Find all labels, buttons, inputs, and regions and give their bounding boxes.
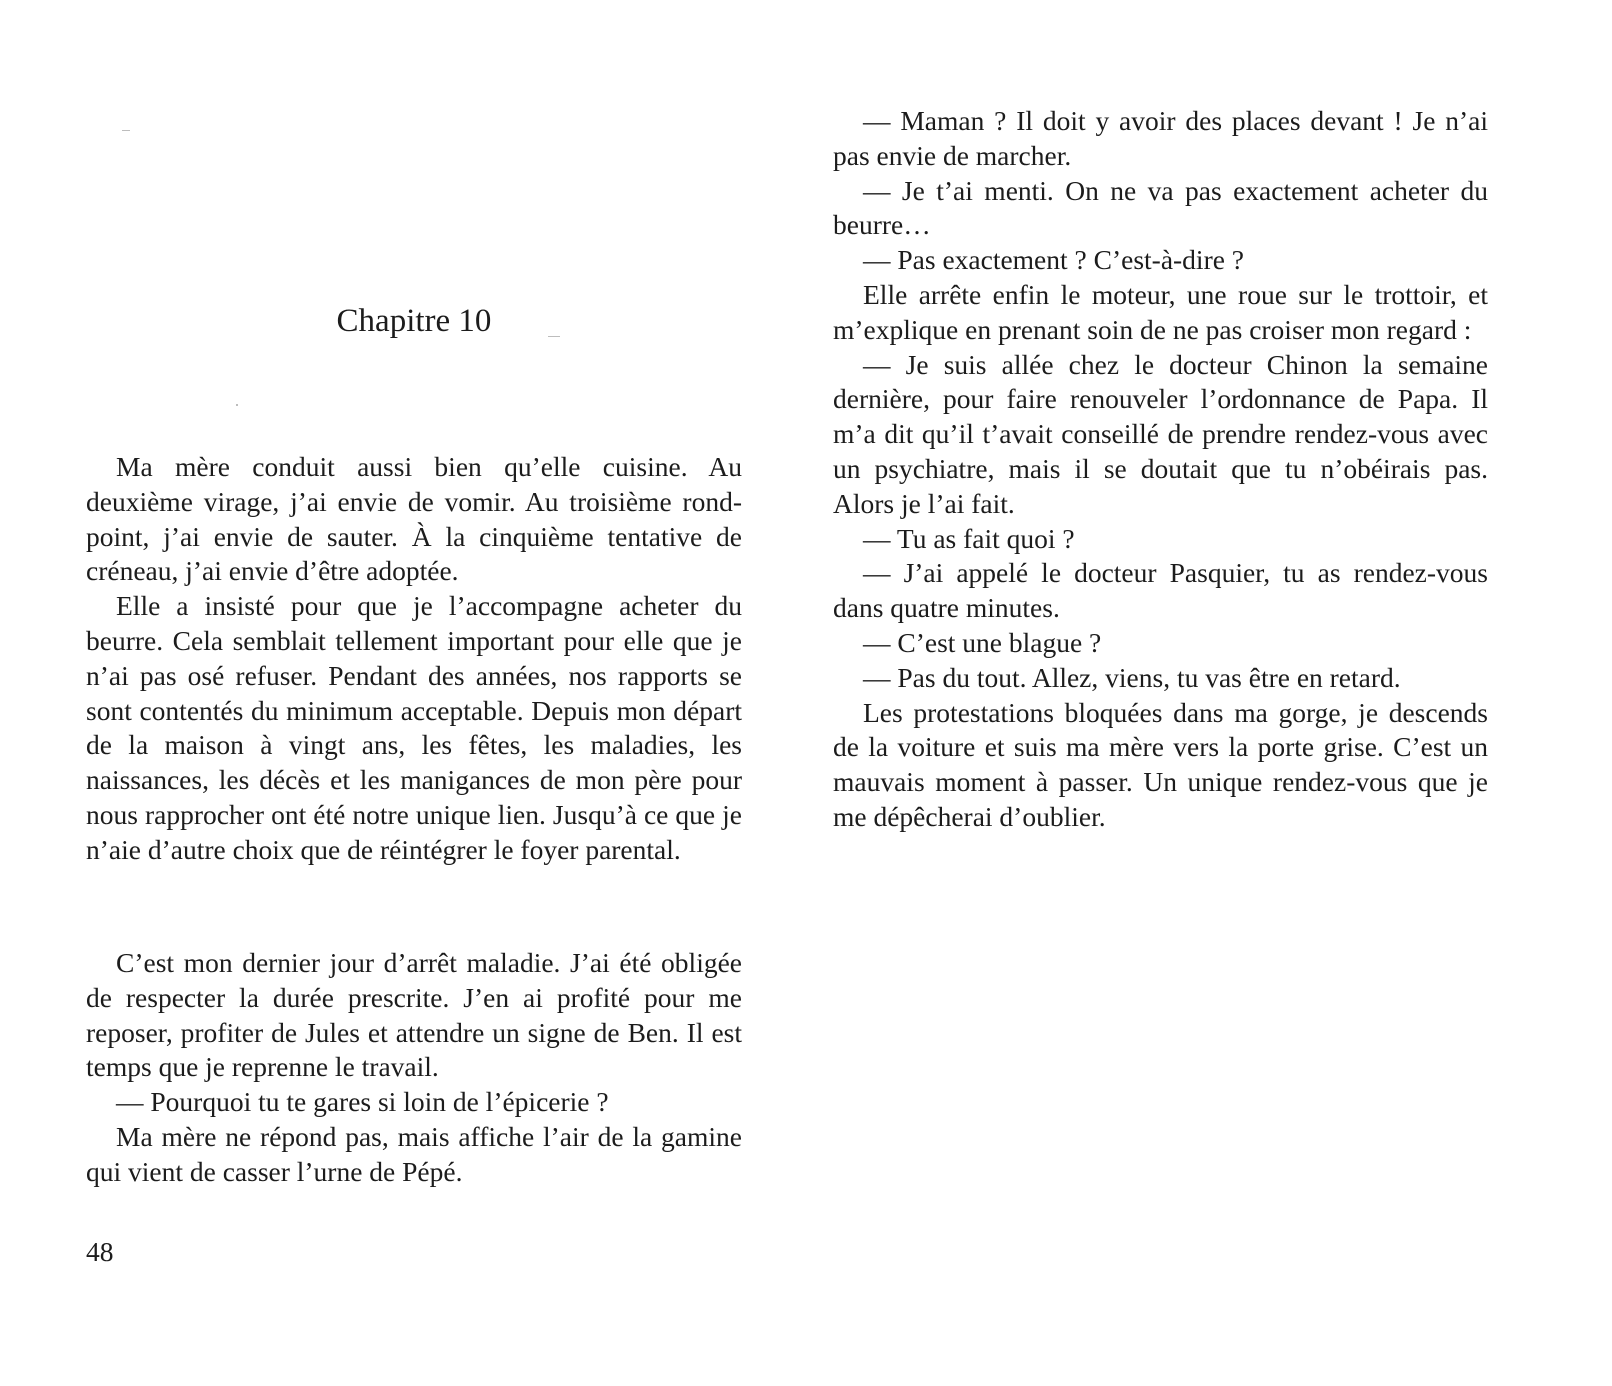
page-number: 48 — [86, 1236, 114, 1267]
scan-speck — [548, 336, 560, 337]
paragraph: Ma mère ne répond pas, mais affiche l’air de la gamine qui vient de casser l’urne de Pépé. — [86, 1120, 742, 1187]
paragraph: Elle a insisté pour que je l’accompagne acheter du beurre. Cela semblait tellement important pour elle que je n’ai pas osé refuser. Pendant des années, nos rapports se sont contentés du minimum acceptable. Depuis mon départ de la maison à vingt ans, les fêtes, les maladies, les naissances, les décès et les manigances de mon père pour nous rapprocher ont été notre unique lien. Jusqu’à ce que je n’aie d’autre choix que de réintégrer le foyer parental. — [86, 590, 742, 865]
section-1 — [86, 450, 742, 868]
dialogue-line: — Pas exactement ? C’est-à-dire ? — [863, 244, 1245, 276]
dialogue-line: — Pas du tout. Allez, viens, tu vas être en retard. — [863, 661, 1401, 693]
paragraph: C’est mon dernier jour d’arrêt maladie. J’ai été obligée de respecter la durée prescrite. J’en ai profité pour me reposer, profiter de Jules et attendre un signe de Ben. Il est temps que je reprenne le travail. — [86, 947, 742, 1083]
right-text — [833, 104, 1488, 835]
dialogue-line: — C’est une blague ? — [863, 626, 1102, 658]
chapter-title: Chapitre 10 — [336, 303, 492, 339]
section-2 — [86, 946, 742, 1190]
dialogue-line: — J’ai appelé le docteur Pasquier, tu as rendez-vous dans quatre minutes. — [833, 557, 1488, 624]
paragraph: Elle arrête enfin le moteur, une roue sur le trottoir, et m’explique en prenant soin de ne pas croiser mon regard : — [833, 278, 1488, 345]
dialogue-line: — Pourquoi tu te gares si loin de l’épicerie ? — [116, 1086, 609, 1118]
scan-speck — [236, 404, 238, 406]
dialogue-line: — Je suis allée chez le docteur Chinon la semaine dernière, pour faire renouveler l’ordonnance de Papa. Il m’a dit qu’il t’avait conseillé de prendre rendez-vous avec un psychiatre, mais il se doutait que tu n’obéirais pas. Alors je l’ai fait. — [833, 348, 1488, 519]
left-page — [86, 0, 742, 1386]
right-page — [833, 0, 1488, 1386]
dialogue-line: — Je t’ai menti. On ne va pas exactement acheter du beurre… — [833, 174, 1488, 241]
dialogue-line: — Tu as fait quoi ? — [863, 522, 1075, 554]
dialogue-line: — Maman ? Il doit y avoir des places devant ! Je n’ai pas envie de marcher. — [833, 105, 1488, 171]
scan-speck — [122, 130, 130, 131]
paragraph: Les protestations bloquées dans ma gorge, je descends de la voiture et suis ma mère vers la porte grise. C’est un mauvais moment à passer. Un unique rendez-vous que je me dépêcherai d’oublier. — [833, 696, 1488, 832]
paragraph: Ma mère conduit aussi bien qu’elle cuisine. Au deuxième virage, j’ai envie de vomir. Au troisième rond-point, j’ai envie de sauter. À la cinquième tentative de créneau, j’ai envie d’être adoptée. — [86, 451, 742, 587]
